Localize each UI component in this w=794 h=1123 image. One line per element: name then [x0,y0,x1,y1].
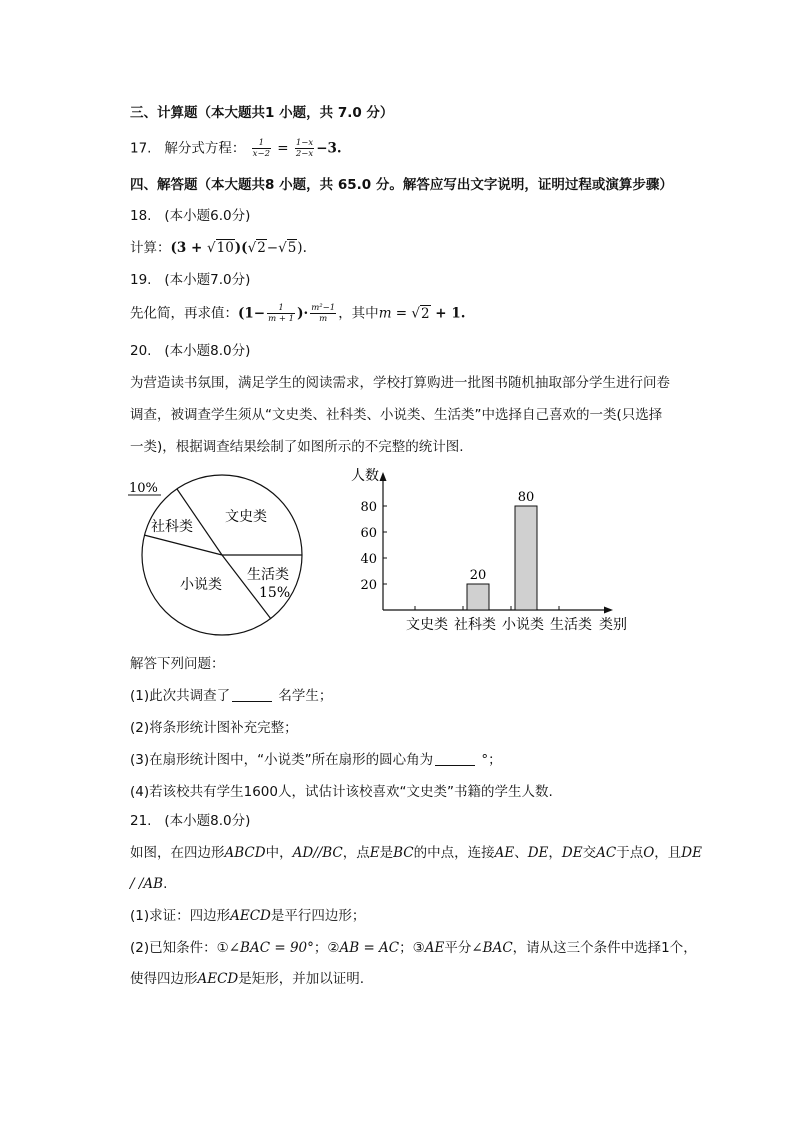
x-tick-label-1: 社科类 [454,617,496,633]
sub-question-text: 是矩形，并加以证明. [238,971,365,987]
section-3-tail: 分） [361,105,394,121]
sub-question-text: ；② [313,940,340,956]
question-17 [130,138,342,159]
sub-question-text: °； [477,752,502,768]
fraction-numerator: 1 [252,138,271,149]
question-20-header [130,341,250,361]
question-20-paragraph-3: 一类)，根据调查结果绘制了如图所示的不完整的统计图. [130,439,464,455]
bar-layer [360,490,592,633]
math-term: DE [561,845,583,861]
variable: m [378,305,392,322]
y-tick-label-60: 60 [360,526,377,541]
section-3-heading [130,103,393,123]
question-number: 21. [130,813,152,829]
sub-question-text: 名学生； [274,688,333,704]
question-text: 于点 [616,845,644,861]
answer-blank[interactable] [435,751,475,766]
question-text: ，且 [654,845,682,861]
fraction-denominator: m + 1 [268,314,295,324]
x-axis-arrow [604,607,613,614]
x-tick-label-0: 文史类 [406,617,448,633]
equation-tail: −3. [316,140,342,157]
math-term: AD//BC [292,845,343,861]
bar-chart-ylabel: 人数 [351,468,379,484]
question-text: ，其中 [338,305,379,322]
question-20-paragraph-2: 调查，被调查学生须从“文史类、社科类、小说类、生活类”中选择自己喜欢的一类(只选择 [130,407,663,423]
question-text: 计算： [130,240,171,256]
sub-question-text: (3)在扇形统计图中，“小说类”所在扇形的圆心角为 [130,752,434,768]
question-21-sub-2 [130,938,697,958]
fraction-2 [310,303,336,324]
question-text: ， [548,845,562,861]
math-term: E [369,845,380,861]
y-tick-label-80: 80 [360,500,377,515]
section-3-mid: 小题，共 [274,105,338,121]
sqrt-5: √5 [278,240,297,256]
section-3-title: 三、计算题（本大题共 [130,105,265,121]
section-4-score: 65.0 [337,177,372,193]
bar-data-label-2: 80 [517,490,535,505]
expression-part: )( [234,240,248,256]
minus-sign: − [266,240,279,256]
question-text: 的中点，连接 [413,845,495,861]
expression-part: (3 + [170,240,207,256]
section-3-count: 1 [265,105,275,121]
math-term: AE [424,940,445,956]
bar-data-label-1: 20 [469,568,487,583]
sqrt-2: √2 [411,305,430,322]
x-tick-label-2: 小说类 [502,617,544,633]
question-20-sub-2: (2)将条形统计图补充完整； [130,720,298,736]
question-21-sub-1 [130,906,365,926]
bar-1 [467,584,489,610]
section-4-heading [130,175,673,195]
math-term: DE [527,845,549,861]
math-term: O [643,845,655,861]
math-term: /AB [138,876,164,892]
sub-question-text: (1)此次共调查了 [130,688,231,704]
sub-question-text: 使得四边形 [130,971,198,987]
question-text: . [163,876,168,892]
question-text: 如图，在四边形 [130,845,225,861]
question-19-body [130,303,465,324]
fraction-denominator: m [319,314,328,324]
question-21-line-2 [130,874,167,894]
question-21-line-1 [130,843,702,863]
y-tick-label-40: 40 [360,552,377,567]
bar-chart [343,462,638,640]
radicand: 10 [216,240,234,256]
sub-question-text: 平分 [444,940,472,956]
radicand: 5 [287,240,297,256]
sqrt-10: √10 [207,240,234,256]
section-3-score: 7.0 [337,105,362,121]
y-axis-arrow [380,472,387,481]
question-text: ，点 [342,845,370,861]
question-number: 20. [130,343,152,359]
sqrt-2: √2 [247,240,266,256]
sub-question-text: ；③ [399,940,425,956]
question-score: (本小题7.0分) [164,272,251,288]
radicand: 2 [421,305,430,322]
question-20-sub-4: (4)若该校共有学生1600人，试估计该校喜欢“文史类”书籍的学生人数. [130,784,553,800]
question-text: 解分式方程： [164,140,246,157]
math-term: / [130,876,139,892]
question-text: 中， [265,845,293,861]
fraction-1 [252,138,271,159]
question-20-sub-1 [130,686,332,706]
math-term: AE [494,845,515,861]
sub-question-text: 是平行四边形； [270,908,366,924]
pie-label-sheke-pct: 10% [129,481,158,496]
pie-label-xiaoshuo: 小说类 [180,577,222,593]
bar-2 [515,506,537,610]
fraction-1 [267,303,295,324]
expression-part: )· [297,305,309,322]
fraction-numerator: 1 [267,303,295,314]
question-number: 19. [130,272,152,288]
math-term: AECD [230,908,271,924]
math-term: BC [393,845,414,861]
question-21-sub-3 [130,969,364,989]
x-tick-label-3: 生活类 [550,617,592,633]
answer-blank[interactable] [232,687,272,702]
equals-sign: = [391,305,412,322]
fraction-numerator: 1−x [295,138,314,148]
question-20-sub-3 [130,750,502,770]
pie-label-wenshi: 文史类 [225,509,267,525]
question-text: 是 [379,845,394,861]
question-18-header [130,206,250,226]
fraction-numerator: m²−1 [311,303,336,313]
equals-sign: = [277,140,289,157]
section-4-tail: 分。解答应写出文字说明，证明过程或演算步骤） [371,177,673,193]
expression-part: ). [297,240,307,256]
question-text: 、 [514,845,528,861]
question-20-paragraph-1: 为营造读书氛围，满足学生的阅读需求，学校打算购进一批图书随机抽取部分学生进行问卷 [130,375,670,391]
y-tick-label-20: 20 [360,578,377,593]
math-term: AB = AC [339,940,400,956]
question-score: (本小题8.0分) [164,343,251,359]
math-term: ∠BAC = 90° [228,940,314,956]
math-term: ∠BAC [471,940,513,956]
pie-chart [125,468,340,638]
fraction-denominator: 2−x [295,149,314,159]
pie-label-shenghuo-pct: 15% [259,585,291,601]
question-number: 18. [130,208,152,224]
question-text: 交 [582,845,597,861]
math-term: AECD [197,971,239,987]
question-number: 17. [130,140,152,157]
question-20-ask: 解答下列问题： [130,656,225,672]
bar-chart-xlabel: 类别 [599,617,627,633]
question-18-body [130,238,307,258]
question-19-header [130,270,250,290]
pie-label-shenghuo: 生活类 [247,567,289,583]
fraction-2 [295,138,314,159]
question-score: (本小题6.0分) [164,208,251,224]
section-4-mid: 小题，共 [274,177,338,193]
radicand: 2 [257,240,266,256]
pie-label-sheke: 社科类 [151,519,193,535]
expression-part: + 1. [430,305,466,322]
math-term: AC [596,845,617,861]
section-4-title: 四、解答题（本大题共 [130,177,265,193]
question-score: (本小题8.0分) [164,813,251,829]
expression-part: (1− [238,305,266,322]
math-term: DE [681,845,702,861]
sub-question-text: (1)求证：四边形 [130,908,231,924]
question-21-header [130,811,250,831]
sub-question-text: (2)已知条件：① [130,940,229,956]
section-4-count: 8 [265,177,275,193]
math-term: ABCD [224,845,266,861]
fraction-denominator: x−2 [252,149,270,159]
question-text: 先化简，再求值： [130,305,238,322]
sub-question-text: ，请从这三个条件中选择1个， [512,940,697,956]
